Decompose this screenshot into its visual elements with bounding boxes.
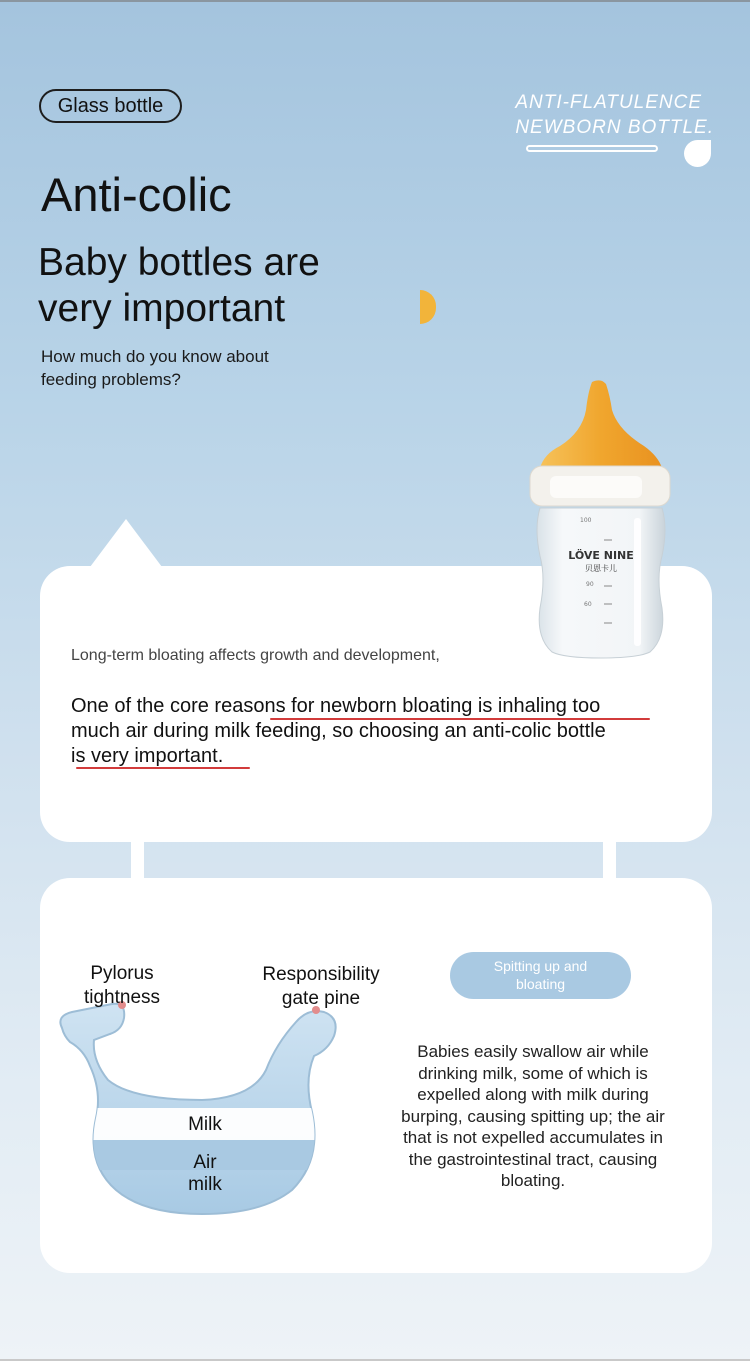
desc-line-6: the gastrointestinal tract, causing <box>408 1149 658 1169</box>
label-pylorus-line-2: tightness <box>83 987 161 1008</box>
card-pointer-notch <box>90 519 162 567</box>
bloating-main-line-1: One of the core reasons for newborn bloating is inhaling too <box>71 695 601 717</box>
page-title: Anti-colic <box>41 168 232 221</box>
bloating-intro-text: Long-term bloating affects growth and development, <box>71 647 440 664</box>
slogan-bar-decoration <box>526 145 658 152</box>
label-air-milk <box>160 1152 250 1196</box>
brand-slogan <box>515 90 714 140</box>
label-gate-line-1: Responsibility <box>262 964 380 985</box>
label-pylorus-line-1: Pylorus <box>90 963 154 984</box>
subtitle-line-1: How much do you know about <box>41 347 269 366</box>
bottle-mark-60: 60 <box>584 601 592 608</box>
highlight-underline-2 <box>76 767 250 769</box>
bottle-brand-label: LÖVE NINE <box>568 549 634 562</box>
bloating-main-line-2: much air during milk feeding, so choosing an anti-colic bottle <box>71 720 606 742</box>
brand-slogan-line-2: NEWBORN BOTTLE. <box>515 117 714 138</box>
card-connector-left <box>131 842 144 880</box>
bottle-mark-100: 100 <box>580 517 592 524</box>
label-milk: Milk <box>188 1114 222 1135</box>
glass-bottle-tag: Glass bottle <box>39 89 182 123</box>
label-gate <box>248 963 394 1011</box>
bottle-mark-90: 90 <box>586 581 594 588</box>
desc-line-3: expelled along with milk during <box>417 1085 649 1104</box>
label-gate-line-2: gate pine <box>281 988 361 1009</box>
desc-line-1: Babies easily swallow air while <box>417 1042 649 1061</box>
headline-line-2: very important <box>38 287 286 330</box>
spitting-up-badge <box>450 952 631 999</box>
label-air-line-2: milk <box>188 1174 222 1195</box>
desc-line-2: drinking milk, some of which is <box>418 1063 648 1083</box>
brand-slogan-line-1: ANTI-FLATULENCE <box>515 92 703 113</box>
stomach-description <box>388 1041 678 1192</box>
headline-line-1: Baby bottles are <box>38 241 320 284</box>
label-pylorus <box>74 962 170 1010</box>
subtitle <box>41 345 331 391</box>
headline <box>38 240 438 332</box>
bloating-main-text <box>71 694 671 769</box>
top-frame-line <box>0 0 750 2</box>
desc-line-5: that is not expelled accumulates in <box>403 1128 663 1147</box>
droplet-icon <box>684 140 711 167</box>
label-air-line-1: Air <box>193 1152 217 1173</box>
subtitle-line-2: feeding problems? <box>41 370 181 389</box>
bloating-main-line-3: is very important. <box>71 745 224 767</box>
highlight-underline-1 <box>270 718 650 720</box>
bottle-brand-cn-label: 贝恩卡儿 <box>585 564 617 573</box>
card-connector-right <box>603 842 616 880</box>
desc-line-7: bloating. <box>500 1171 566 1190</box>
spitting-up-badge-line-2: bloating <box>515 976 566 992</box>
baby-bottle-image <box>526 378 676 660</box>
desc-line-4: burping, causing spitting up; the air <box>401 1106 665 1126</box>
spitting-up-badge-line-1: Spitting up and <box>493 958 588 974</box>
